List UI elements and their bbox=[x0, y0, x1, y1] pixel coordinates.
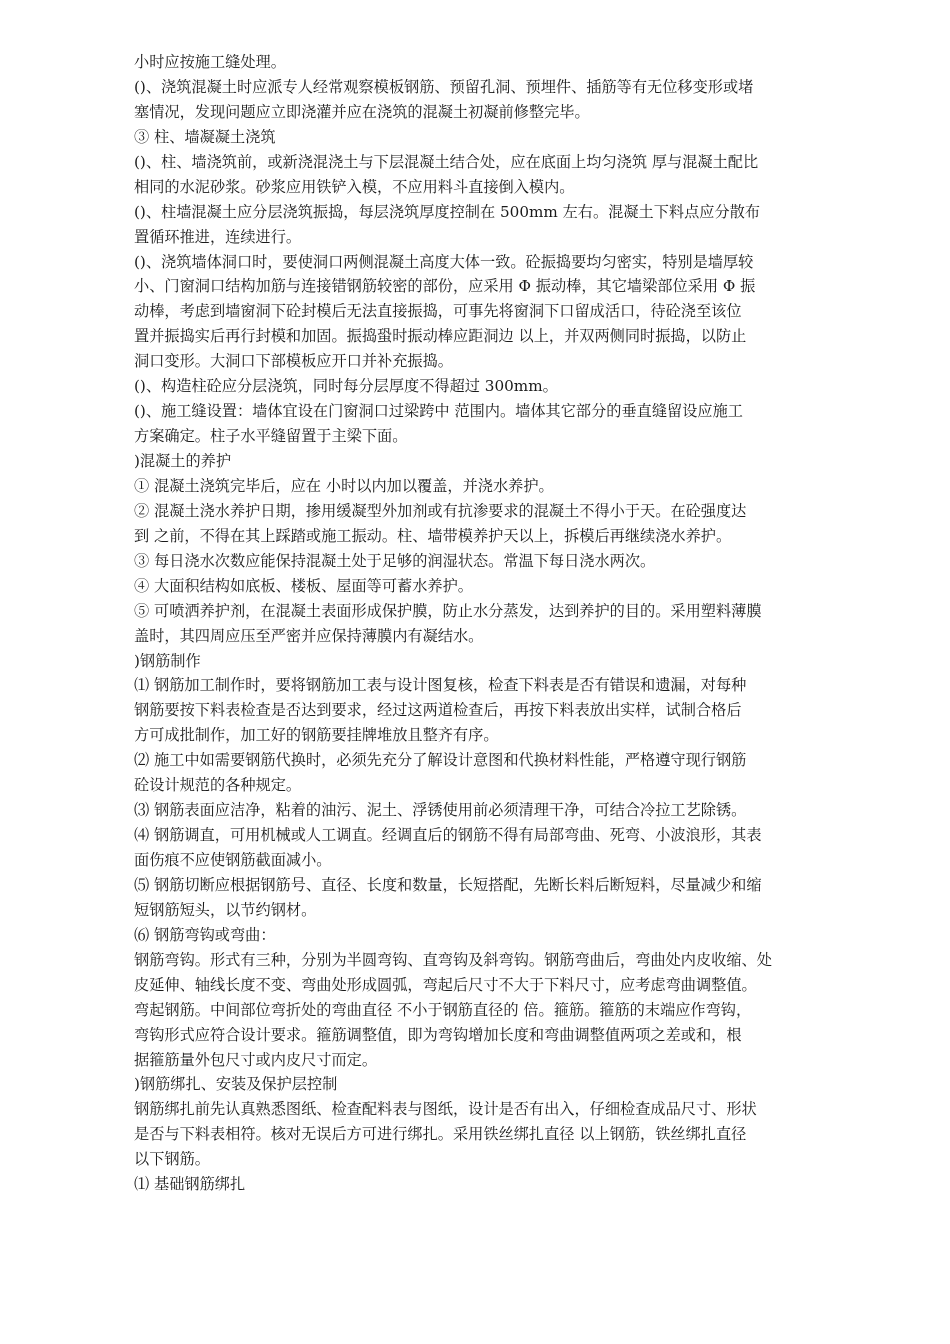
text-line: ⑸ 钢筋切断应根据钢筋号、直径、长度和数量，长短搭配，先断长料后断短料，尽量减少和缩 bbox=[134, 875, 762, 894]
text-line: ⑷ 钢筋调直，可用机械或人工调直。经调直后的钢筋不得有局部弯曲、死弯、小波浪形，其表 bbox=[134, 826, 762, 845]
text-line: 面伤痕不应使钢筋截面减小。 bbox=[134, 851, 332, 869]
text-line: 置循环推进，连续进行。 bbox=[134, 227, 302, 246]
text-line: ② 混凝土浇水养护日期，掺用缓凝型外加剂或有抗渗要求的混凝土不得小于天。在砼强度达 bbox=[134, 501, 747, 520]
text-line: ⑶ 钢筋表面应洁净，粘着的油污、泥土、浮锈使用前必须清理干净，可结合冷拉工艺除锈。 bbox=[134, 801, 747, 820]
text-line: 钢筋弯钩。形式有三种，分别为半圆弯钩、直弯钩及斜弯钩。钢筋弯曲后，弯曲处内皮收缩、处 bbox=[134, 950, 772, 969]
text-line: 小时应按施工缝处理。 bbox=[134, 53, 286, 71]
text-line: 钢筋要按下料表检查是否达到要求，经过这两道检查后，再按下料表放出实样，试制合格后 bbox=[134, 701, 742, 720]
section-heading: )混凝土的养护 bbox=[134, 452, 232, 470]
text-line: 以下钢筋。 bbox=[134, 1150, 210, 1169]
text-line: 短钢筋短头，以节约钢材。 bbox=[134, 900, 317, 919]
text-line: 盖时，其四周应压至严密并应保持薄膜内有凝结水。 bbox=[134, 626, 484, 645]
text-line: ()、浇筑墙体洞口时，要使洞口两侧混凝土高度大体一致。砼振捣要均匀密实，特别是墙厚较 bbox=[134, 252, 754, 271]
text-line: ()、柱墙混凝土应分层浇筑振捣，每层浇筑厚度控制在 500mm 左右。混凝土下料点应分散布 bbox=[134, 202, 761, 221]
text-line: ()、施工缝设置：墙体宜设在门窗洞口过梁跨中 范围内。墙体其它部分的垂直缝留设应施工 bbox=[134, 402, 743, 421]
text-line: 方可成批制作，加工好的钢筋要挂牌堆放且整齐有序。 bbox=[134, 726, 499, 745]
text-line: 相同的水泥砂浆。砂浆应用铁铲入模，不应用料斗直接倒入模内。 bbox=[134, 177, 575, 196]
text-line: ()、柱、墙浇筑前，或新浇混浇土与下层混凝土结合处，应在底面上均匀浇筑 厚与混凝土配比 bbox=[134, 152, 759, 171]
text-line: ④ 大面积结构如底板、楼板、屋面等可蓄水养护。 bbox=[134, 576, 473, 595]
text-line: ③ 每日浇水次数应能保持混凝土处于足够的润湿状态。常温下每日浇水两次。 bbox=[134, 551, 656, 570]
text-line: 弯起钢筋。中间部位弯折处的弯曲直径 不小于钢筋直径的 倍。箍筋。箍筋的末端应作弯钩， bbox=[134, 1000, 752, 1019]
text-line: ()、浇筑混凝土时应派专人经常观察模板钢筋、预留孔洞、预埋件、插筋等有无位移变形或堵 bbox=[134, 77, 754, 96]
text-line: ⑵ 施工中如需要钢筋代换时，必须先充分了解设计意图和代换材料性能，严格遵守现行钢筋 bbox=[134, 751, 747, 770]
text-line: 动棒，考虑到墙窗洞下砼封模后无法直接振捣，可事先将窗洞下口留成活口，待砼浇至该位 bbox=[134, 302, 742, 321]
section-heading: )钢筋制作 bbox=[134, 651, 201, 670]
text-line: 小、门窗洞口结构加筋与连接错钢筋较密的部份，应采用 Φ 振动棒，其它墙梁部位采用 Φ 振 bbox=[134, 277, 756, 296]
text-line: 据箍筋量外包尺寸或内皮尺寸而定。 bbox=[134, 1050, 377, 1069]
text-line: 方案确定。柱子水平缝留置于主梁下面。 bbox=[134, 427, 408, 446]
text-line: ③ 柱、墙凝凝土浇筑 bbox=[134, 127, 276, 146]
text-line: ⑹ 钢筋弯钩或弯曲： bbox=[134, 925, 276, 944]
text-line: 洞口变形。大洞口下部模板应开口并补充振捣。 bbox=[134, 352, 453, 371]
text-line: ⑴ 钢筋加工制作时，要将钢筋加工表与设计图复核，检查下料表是否有错误和遗漏，对每种 bbox=[134, 676, 747, 695]
section-heading: )钢筋绑扎、安装及保护层控制 bbox=[134, 1075, 338, 1094]
text-line: 是否与下料表相符。核对无误后方可进行绑扎。采用铁丝绑扎直径 以上钢筋，铁丝绑扎直径 bbox=[134, 1125, 747, 1144]
text-line: 砼设计规范的各种规定。 bbox=[134, 776, 302, 795]
text-line: ()、构造柱砼应分层浇筑，同时每分层厚度不得超过 300mm。 bbox=[134, 377, 558, 396]
text-line: ① 混凝土浇筑完毕后，应在 小时以内加以覆盖，并浇水养护。 bbox=[134, 476, 554, 495]
text-line: 塞情况，发现问题应立即浇灌并应在浇筑的混凝土初凝前修整完毕。 bbox=[134, 102, 590, 121]
document-body bbox=[134, 50, 814, 1197]
text-line: ⑤ 可喷洒养护剂，在混凝土表面形成保护膜，防止水分蒸发，达到养护的目的。采用塑料薄膜 bbox=[134, 601, 762, 620]
text-line: 钢筋绑扎前先认真熟悉图纸、检查配料表与图纸，设计是否有出入，仔细检查成品尺寸、形状 bbox=[134, 1100, 757, 1119]
text-line: 置并振捣实后再行封模和加固。振捣蛩时振动棒应距洞边 以上，并双两侧同时振捣，以防止 bbox=[134, 327, 747, 346]
text-line: 到 之前，不得在其上踩踏或施工振动。柱、墙带模养护天以上，拆模后再继续浇水养护。 bbox=[134, 526, 732, 545]
text-line: 皮延伸、轴线长度不变、弯曲处形成圆弧，弯起后尺寸不大于下料尺寸，应考虑弯曲调整值。 bbox=[134, 975, 757, 994]
text-line: ⑴ 基础钢筋绑扎 bbox=[134, 1175, 246, 1194]
text-line: 弯钩形式应符合设计要求。箍筋调整值，即为弯钩增加长度和弯曲调整值两项之差或和，根 bbox=[134, 1025, 742, 1044]
